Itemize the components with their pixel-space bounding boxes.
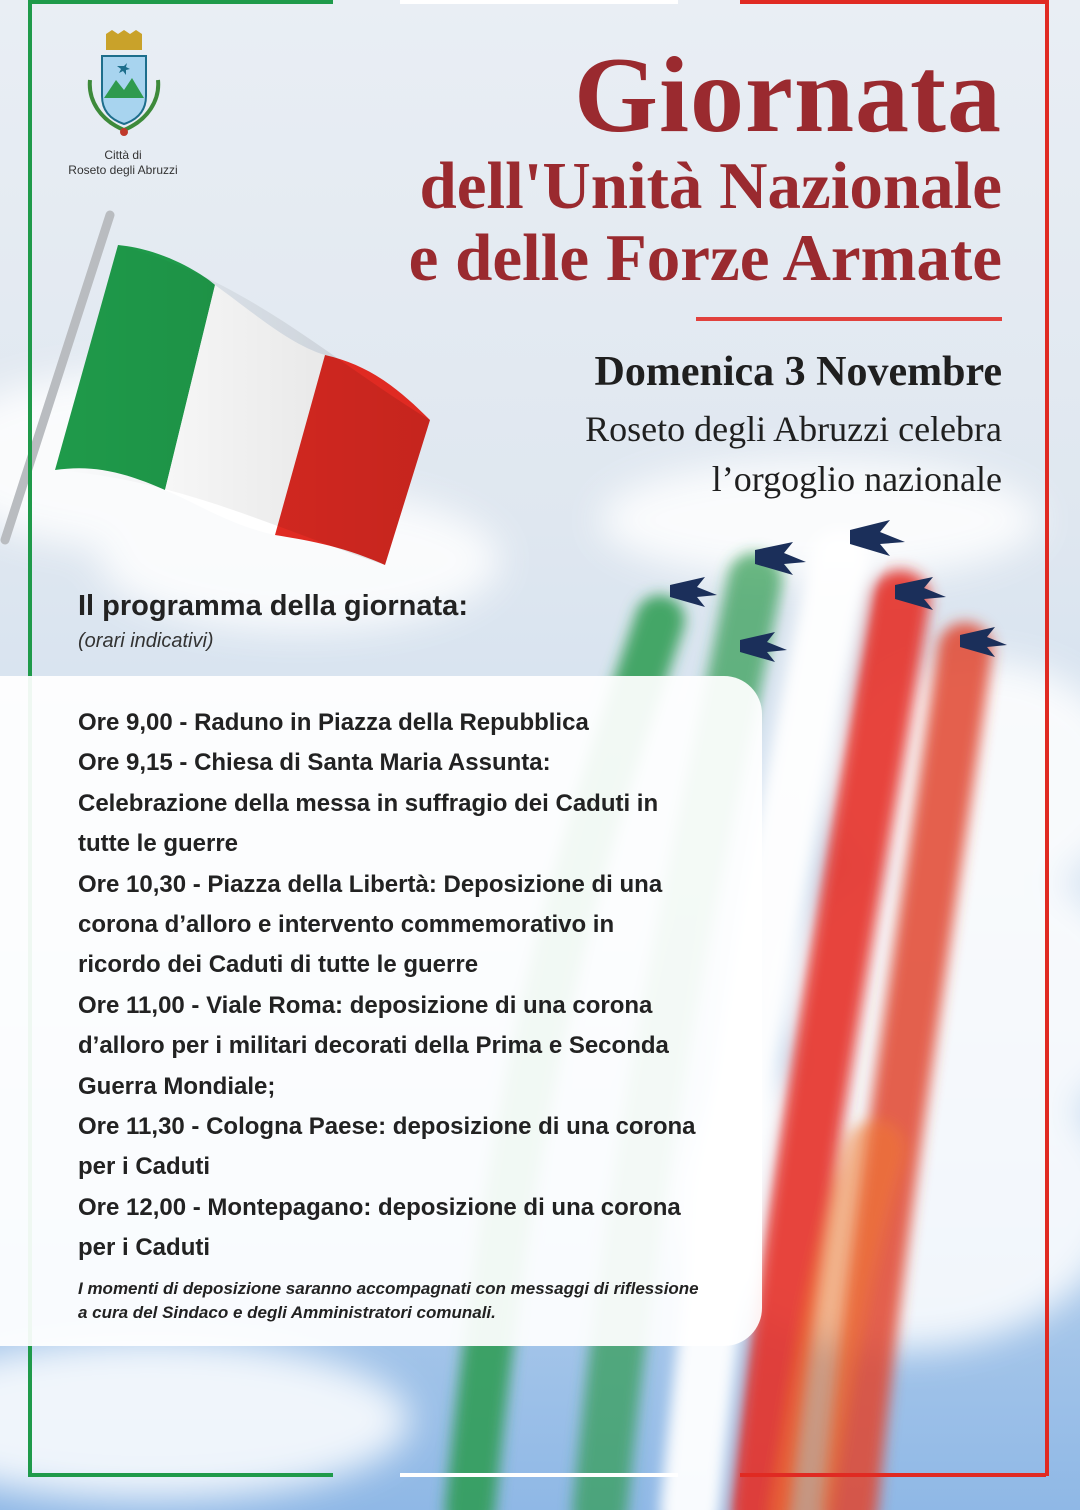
frame-top-red [740, 0, 1046, 4]
program-footnote [78, 1277, 738, 1325]
program-line: per i Caduti [78, 1153, 211, 1181]
program-line: Ore 10,30 - Piazza della Libertà: Deposizione di una [78, 870, 663, 898]
city-name-caption [58, 148, 188, 178]
program-heading: Il programma della giornata: [78, 590, 468, 622]
program-line: Ore 9,15 - Chiesa di Santa Maria Assunta: [78, 749, 551, 777]
title-line2: dell'Unità Nazionale [419, 149, 1002, 223]
program-line: Ore 9,00 - Raduno in Piazza della Repubblica [78, 709, 589, 736]
frame-bottom-red [740, 1473, 1046, 1477]
program-line: Ore 12,00 - Montepagano: deposizione di una corona [78, 1193, 681, 1221]
frame-bottom-white [400, 1473, 678, 1477]
logo-text-line2: Roseto degli Abruzzi [68, 163, 178, 177]
program-line: Ore 11,00 - Viale Roma: deposizione di una corona [78, 991, 653, 1019]
program-line: Ore 11,30 - Cologna Paese: deposizione di una corona [78, 1113, 696, 1141]
title-line3: e delle Forze Armate [408, 221, 1002, 295]
frame-top-white [400, 0, 678, 4]
frame-bottom-green [28, 1473, 333, 1477]
footnote-line2: a cura del Sindaco e degli Amministratori comunali. [78, 1303, 496, 1322]
footnote-line1: I momenti di deposizione saranno accompagnati con messaggi di riflessione [78, 1279, 699, 1298]
page-subtitle [302, 150, 1002, 294]
program-line: ricordo dei Caduti di tutte le guerre [78, 951, 479, 979]
program-list [78, 703, 748, 1269]
tagline-line1: Roseto degli Abruzzi celebra [585, 409, 1002, 449]
program-line: d’alloro per i militari decorati della Prima e Seconda [78, 1032, 669, 1060]
title-divider [696, 317, 1002, 321]
program-line: corona d’alloro e intervento commemorativo in [78, 911, 615, 939]
logo-text-line1: Città di [104, 148, 142, 162]
page-title: Giornata [574, 36, 1002, 155]
program-line: Guerra Mondiale; [78, 1072, 276, 1100]
program-line: tutte le guerre [78, 830, 239, 858]
frame-right-red [1045, 0, 1049, 1476]
program-line: per i Caduti [78, 1234, 211, 1262]
frame-top-green [28, 0, 333, 4]
program-line: Celebrazione della messa in suffragio dei Caduti in [78, 789, 659, 817]
event-date: Domenica 3 Novembre [594, 349, 1002, 395]
city-coat-of-arms-icon [84, 30, 164, 145]
tagline-line2: l’orgoglio nazionale [711, 459, 1002, 499]
event-tagline [442, 404, 1002, 504]
program-note: (orari indicativi) [78, 630, 214, 652]
